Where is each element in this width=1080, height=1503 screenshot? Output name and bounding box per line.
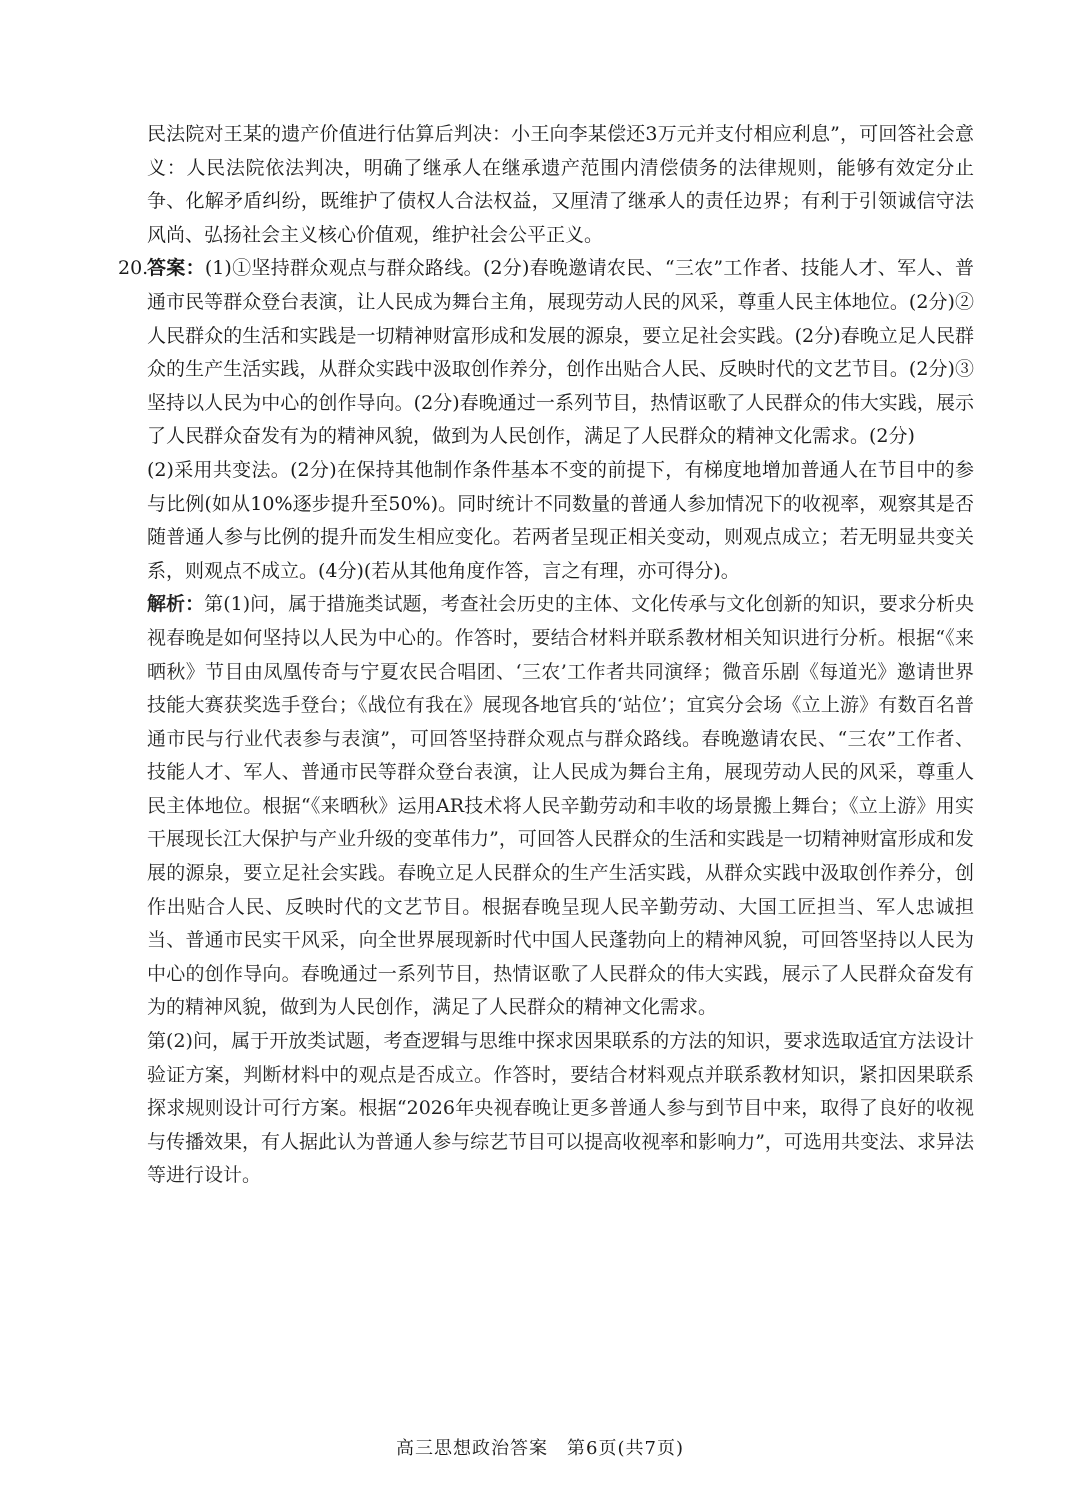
analysis-part-2 <box>118 1025 974 1193</box>
question-20-block <box>118 252 974 1193</box>
page-content <box>118 118 974 1193</box>
answer-part-2-text: (2)采用共变法。(2分)在保持其他制作条件基本不变的前提下，有梯度地增加普通人在节目中的参与比例(如从10%逐步提升至50%)。同时统计不同数量的普通人参加情况下的收视率，观察其是否随普通人参与比例的提升而发生相应变化。若两者呈现正相关变动，则观点成立；若无明显共变关系，则观点不成立。(4分)(若从其他角度作答，言之有理，亦可得分)。 <box>147 458 974 582</box>
page-footer: 高三思想政治答案 第6页(共7页) <box>396 1438 684 1459</box>
analysis-part-1 <box>118 588 974 1025</box>
continued-analysis-paragraph <box>118 118 974 252</box>
continued-analysis-text: 民法院对王某的遗产价值进行估算后判决：小王向李某偿还3万元并支付相应利息”，可回答社会意义：人民法院依法判决，明确了继承人在继承遗产范围内清偿债务的法律规则，能够有效定分止争、化解矛盾纠纷，既维护了债权人合法权益，又厘清了继承人的责任边界；有利于引领诚信守法风尚、弘扬社会主义核心价值观，维护社会公平正义。 <box>147 123 974 246</box>
answer-label: 答案： <box>147 257 205 280</box>
analysis-part-1-text: 第(1)问，属于措施类试题，考查社会历史的主体、文化传承与文化创新的知识，要求分析央视春晚是如何坚持以人民为中心的。作答时，要结合材料并联系教材相关知识进行分析。根据“《来晒秋》节目由凤凰传奇与宁夏农民合唱团、‘三农’工作者共同演绎；微音乐剧《每道光》邀请世界技能大赛获奖选手登台；《战位有我在》展现各地官兵的‘站位’；宜宾分会场《立上游》有数百名普通市民与行业代表参与表演”，可回答坚持群众观点与群众路线。春晚邀请农民、“三农”工作者、技能人才、军人、普通市民等群众登台表演，让人民成为舞台主角，展现劳动人民的风采，尊重人民主体地位。根据“《来晒秋》运用AR技术将人民辛勤劳动和丰收的场景搬上舞台；《立上游》用实干展现长江大保护与产业升级的变革伟力”，可回答人民群众的生活和实践是一切精神财富形成和发展的源泉，要立足社会实践。春晚立足人民群众的生产生活实践，从群众实践中汲取创作养分，创作出贴合人民、反映时代的文艺节目。根据春晚呈现人民辛勤劳动、大国工匠担当、军人忠诚担当、普通市民实干风采，向全世界展现新时代中国人民蓬勃向上的精神风貌，可回答坚持以人民为中心的创作导向。春晚通过一系列节目，热情讴歌了人民群众的伟大实践，展示了人民群众奋发有为的精神风貌，做到为人民创作，满足了人民群众的精神文化需求。 <box>147 593 974 1019</box>
answer-part-1-text: (1)①坚持群众观点与群众路线。(2分)春晚邀请农民、“三农”工作者、技能人才、军人、普通市民等群众登台表演，让人民成为舞台主角，展现劳动人民的风采，尊重人民主体地位。(2分)②人民群众的生活和实践是一切精神财富形成和发展的源泉，要立足社会实践。(2分)春晚立足人民群众的生产生活实践，从群众实践中汲取创作养分，创作出贴合人民、反映时代的文艺节目。(2分)③坚持以人民为中心的创作导向。(2分)春晚通过一系列节目，热情讴歌了人民群众的伟大实践，展示了人民群众奋发有为的精神风貌，做到为人民创作，满足了人民群众的精神文化需求。(2分) <box>147 257 974 448</box>
answer-part-2 <box>118 454 974 588</box>
answer-part-1 <box>118 252 974 454</box>
analysis-label: 解析： <box>147 593 205 616</box>
analysis-part-2-text: 第(2)问，属于开放类试题，考查逻辑与思维中探求因果联系的方法的知识，要求选取适宜方法设计验证方案，判断材料中的观点是否成立。作答时，要结合材料观点并联系教材知识，紧扣因果联系探求规则设计可行方案。根据“2026年央视春晚让更多普通人参与到节目中来，取得了良好的收视与传播效果，有人据此认为普通人参与综艺节目可以提高收视率和影响力”，可选用共变法、求异法等进行设计。 <box>147 1030 974 1187</box>
question-number: 20. <box>118 257 149 280</box>
